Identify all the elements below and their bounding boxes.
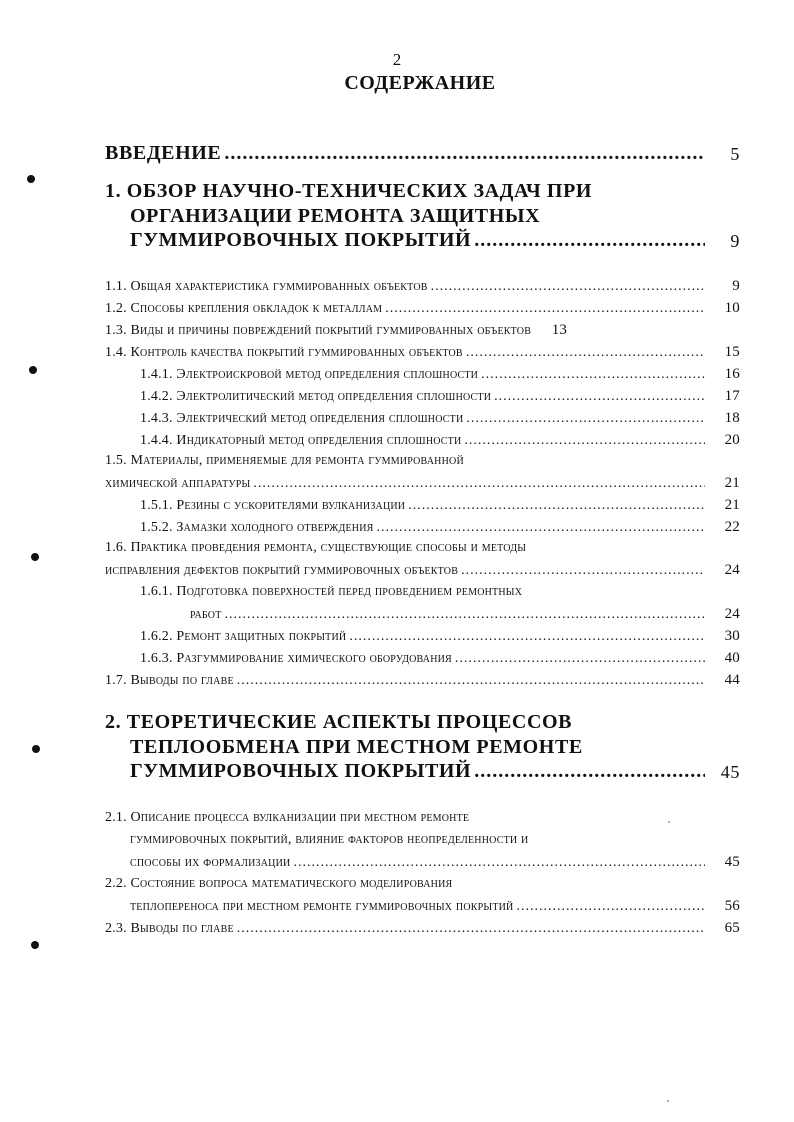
toc-page-number: 17 — [724, 388, 740, 404]
page-number: 2 — [392, 50, 402, 69]
toc-chapter-1-line2[interactable]: ОРГАНИЗАЦИИ РЕМОНТА ЗАЩИТНЫХ — [130, 205, 541, 227]
toc-entry-1-4[interactable]: 1.4. Контроль качества покрытий гуммированных объектов ..... 15 — [105, 344, 740, 361]
punch-hole-mark — [29, 366, 37, 374]
dot-leader — [494, 389, 705, 405]
dot-leader — [237, 673, 705, 689]
toc-entry-2-2[interactable]: теплопереноса при местном ремонте гуммировочных покрытий ..... 56 — [130, 898, 740, 915]
toc-page-number: 16 — [724, 366, 740, 382]
toc-entry-1-5-line1[interactable]: 1.5. Материалы, применяемые для ремонта гуммированной — [105, 453, 464, 468]
dot-leader — [293, 855, 705, 871]
toc-entry-1-4-4[interactable]: 1.4.4. Индикаторный метод определения сплошности ..... 20 — [140, 432, 740, 449]
dot-leader — [431, 279, 705, 295]
toc-page-number: 5 — [730, 144, 740, 164]
dot-leader — [461, 563, 705, 579]
toc-page-number: 21 — [724, 475, 740, 491]
toc-entry-1-3[interactable]: 1.3. Виды и причины повреждений покрытий гуммированных объектов 13 — [105, 322, 568, 338]
toc-entry-1-4-2[interactable]: 1.4.2. Электролитический метод определения сплошности ..... 17 — [140, 388, 740, 405]
toc-page-number: 22 — [724, 519, 740, 535]
dot-leader — [349, 629, 705, 645]
toc-entry-1-6-3[interactable]: 1.6.3. Разгуммирование химического оборудования ..... 40 — [140, 650, 740, 667]
toc-page-number: 44 — [724, 672, 740, 688]
toc-entry-1-6-1[interactable]: работ ..... 24 — [190, 606, 740, 623]
toc-page-number: 13 — [551, 322, 568, 338]
toc-entry-1-6-line1[interactable]: 1.6. Практика проведения ремонта, существующие способы и методы — [105, 540, 527, 555]
dot-leader — [237, 921, 705, 937]
toc-chapter-1-line1[interactable]: 1. ОБЗОР НАУЧНО-ТЕХНИЧЕСКИХ ЗАДАЧ ПРИ — [105, 180, 593, 202]
dot-leader — [225, 607, 705, 623]
punch-hole-mark — [31, 553, 39, 561]
dot-leader — [385, 301, 705, 317]
toc-page-number: 45 — [724, 854, 740, 870]
toc-page-number: 30 — [724, 628, 740, 644]
toc-chapter-2[interactable]: ГУММИРОВОЧНЫХ ПОКРЫТИЙ ..... 45 — [130, 760, 740, 783]
toc-entry-1-5-2[interactable]: 1.5.2. Замазки холодного отверждения ..... 22 — [140, 519, 740, 536]
toc-entry-2-1-line1[interactable]: 2.1. Описание процесса вулканизации при местном ремонте — [105, 810, 470, 825]
dot-leader — [408, 498, 705, 514]
scan-speck — [668, 821, 670, 823]
dot-leader — [474, 229, 705, 252]
punch-hole-mark — [27, 175, 35, 183]
toc-chapter-1[interactable]: ГУММИРОВОЧНЫХ ПОКРЫТИЙ ..... 9 — [130, 229, 740, 252]
dot-leader — [376, 520, 705, 536]
punch-hole-mark — [32, 745, 40, 753]
toc-entry-1-6[interactable]: исправления дефектов покрытий гуммировочных объектов ..... 24 — [105, 562, 740, 579]
toc-page-number: 20 — [724, 432, 740, 448]
toc-entry-1-2[interactable]: 1.2. Способы крепления обкладок к металлам ..... 10 — [105, 300, 740, 317]
dot-leader — [466, 411, 705, 427]
toc-entry-1-5-1[interactable]: 1.5.1. Резины с ускорителями вулканизации ..... 21 — [140, 497, 740, 514]
toc-page-number: 9 — [730, 231, 740, 251]
toc-entry-1-4-1[interactable]: 1.4.1. Электроискровой метод определения сплошности ..... 16 — [140, 366, 740, 383]
toc-entry-1-4-3[interactable]: 1.4.3. Электрический метод определения сплошности ..... 18 — [140, 410, 740, 427]
toc-entry-2-1[interactable]: способы их формализации ..... 45 — [130, 854, 740, 871]
scan-speck — [667, 1100, 669, 1102]
toc-entry-2-3[interactable]: 2.3. Выводы по главе ..... 65 — [105, 920, 740, 937]
toc-entry-1-6-1-line1[interactable]: 1.6.1. Подготовка поверхностей перед проведением ремонтных — [140, 584, 523, 599]
toc-entry-2-2-line1[interactable]: 2.2. Состояние вопроса математического моделирования — [105, 876, 453, 891]
toc-page-number: 21 — [724, 497, 740, 513]
toc-page-number: 56 — [724, 898, 740, 914]
dot-leader — [464, 433, 705, 449]
toc-entry-1-5[interactable]: химической аппаратуры ..... 21 — [105, 475, 740, 492]
toc-page-number: 10 — [724, 300, 740, 316]
toc-chapter-2-line1[interactable]: 2. ТЕОРЕТИЧЕСКИЕ АСПЕКТЫ ПРОЦЕССОВ — [105, 711, 573, 733]
dot-leader — [466, 345, 705, 361]
toc-page-number: 9 — [732, 278, 740, 294]
page-title: СОДЕРЖАНИЕ — [344, 72, 496, 94]
toc-page-number: 24 — [724, 606, 740, 622]
toc-page-number: 15 — [724, 344, 740, 360]
dot-leader — [455, 651, 705, 667]
toc-entry-intro[interactable]: ВВЕДЕНИЕ ..... 5 — [105, 142, 740, 165]
toc-page-number: 40 — [724, 650, 740, 666]
dot-leader — [474, 760, 705, 783]
toc-entry-1-6-2[interactable]: 1.6.2. Ремонт защитных покрытий ..... 30 — [140, 628, 740, 645]
punch-hole-mark — [31, 941, 39, 949]
dot-leader — [224, 142, 705, 165]
dot-leader — [481, 367, 705, 383]
toc-page-number: 65 — [724, 920, 740, 936]
toc-entry-1-1[interactable]: 1.1. Общая характеристика гуммированных объектов ..... 9 — [105, 278, 740, 295]
dot-leader — [516, 899, 705, 915]
toc-entry-1-7[interactable]: 1.7. Выводы по главе ..... 44 — [105, 672, 740, 689]
toc-entry-2-1-line2[interactable]: гуммировочных покрытий, влияние факторов неопределенности и — [130, 832, 529, 847]
toc-chapter-2-line2[interactable]: ТЕПЛООБМЕНА ПРИ МЕСТНОМ РЕМОНТЕ — [130, 736, 583, 758]
dot-leader — [253, 476, 705, 492]
toc-page-number: 24 — [724, 562, 740, 578]
toc-page-number: 45 — [720, 762, 740, 782]
toc-page-number: 18 — [724, 410, 740, 426]
